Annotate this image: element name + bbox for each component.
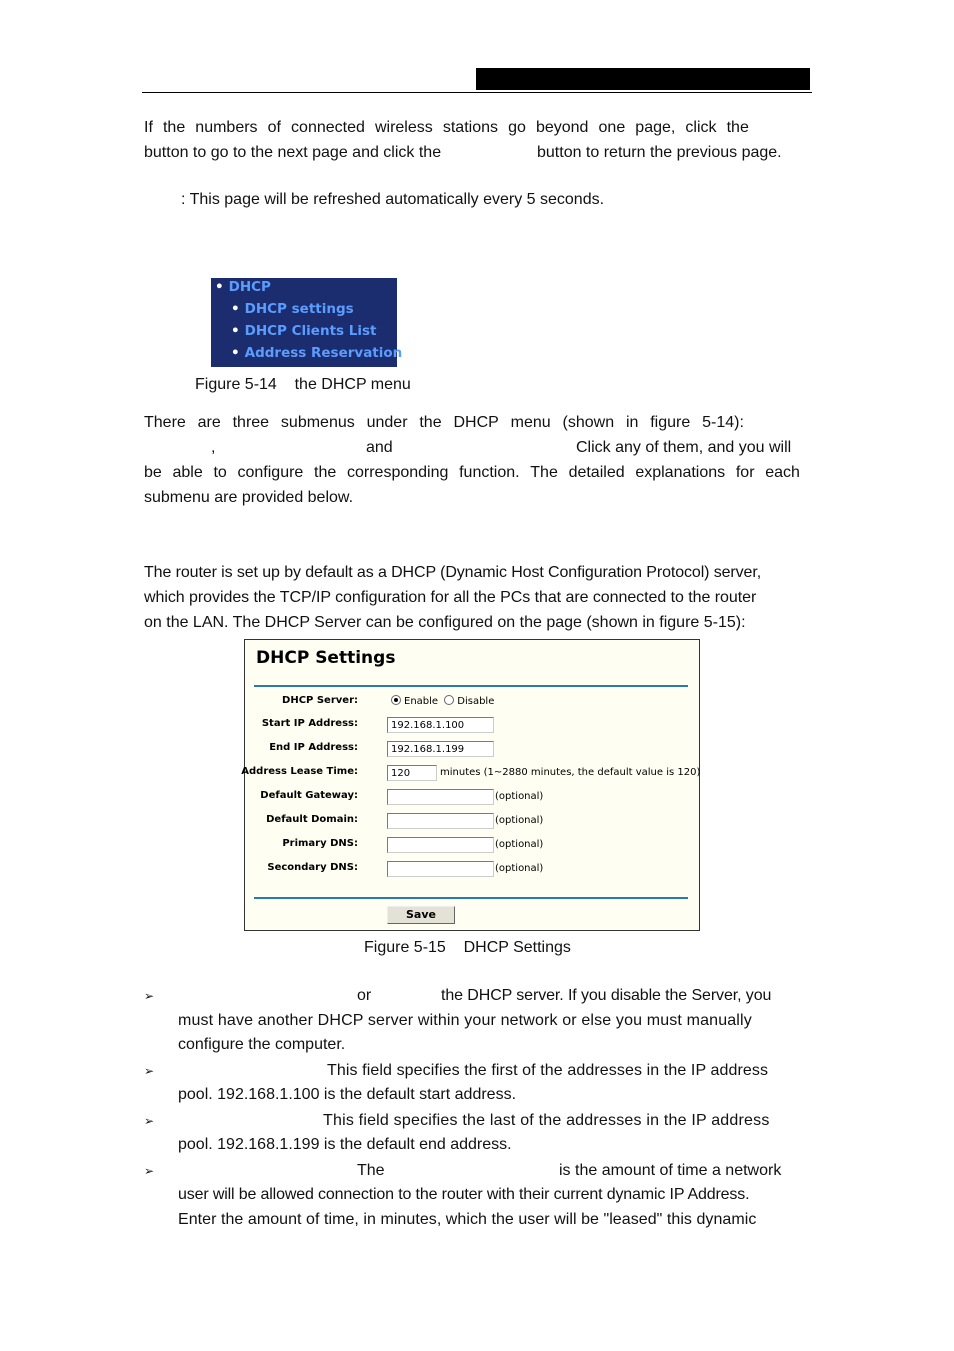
dhcp-menu-image	[211, 278, 403, 367]
word: DHCP	[453, 414, 499, 431]
bullet-2-tail: This field specifies the first of the addresses in the IP address	[327, 1062, 769, 1079]
word: corresponding	[346, 464, 449, 481]
word: under	[366, 414, 408, 431]
word: be	[144, 464, 162, 481]
word: menu	[510, 414, 551, 431]
word: click	[685, 119, 717, 136]
form-bottom-rule	[254, 897, 688, 899]
word: one	[598, 119, 626, 136]
word: detailed	[568, 464, 625, 481]
end-ip-label: End IP Address:	[269, 742, 358, 753]
menu-item-dhcp-clients-list[interactable]	[231, 323, 376, 339]
word: numbers	[195, 119, 258, 136]
word: submenus	[280, 414, 355, 431]
word: of	[267, 119, 281, 136]
word: the	[726, 119, 749, 136]
optional-note: (optional)	[495, 791, 544, 802]
header-bar	[476, 68, 810, 90]
bullet-icon: •	[231, 301, 240, 317]
dhcp-server-radio-group	[391, 695, 494, 707]
word: explanations	[635, 464, 726, 481]
word: function.	[459, 464, 520, 481]
word: three	[232, 414, 270, 431]
default-gateway-label: Default Gateway:	[260, 790, 358, 801]
word: If	[144, 119, 153, 136]
figure-15-caption: Figure 5-15 DHCP Settings	[364, 939, 571, 956]
bullet-3-tail: This field specifies the last of the addresses in the IP address	[323, 1112, 770, 1129]
word: configure	[237, 464, 304, 481]
default-domain-input[interactable]	[387, 813, 494, 829]
paragraph-1-line-2a: button to go to the next page and click the	[144, 144, 442, 161]
paragraph-1-line-2b: button to return the previous page.	[537, 144, 782, 161]
default-domain-label: Default Domain:	[266, 814, 358, 825]
word: (shown	[562, 414, 615, 431]
word: go	[508, 119, 526, 136]
end-ip-input[interactable]: 192.168.1.199	[387, 741, 494, 757]
menu-item-label: DHCP Clients List	[244, 323, 377, 339]
word: page,	[635, 119, 676, 136]
word: The	[530, 464, 558, 481]
bullet-icon: •	[231, 323, 240, 339]
paragraph-1-line-1	[144, 118, 749, 138]
form-top-rule	[254, 685, 688, 687]
start-ip-input[interactable]: 192.168.1.100	[387, 717, 494, 733]
word: in	[625, 414, 639, 431]
bullet-icon: •	[215, 279, 224, 295]
disable-label: Disable	[457, 696, 495, 707]
bullet-3-line-2: pool. 192.168.1.199 is the default end address.	[178, 1136, 512, 1153]
word: 5-14):	[702, 414, 744, 431]
paragraph-3-line-2: which provides the TCP/IP configuration for all the PCs that are connected to the router	[144, 589, 757, 606]
secondary-dns-label: Secondary DNS:	[267, 862, 358, 873]
enable-label: Enable	[404, 696, 439, 707]
lease-time-label: Address Lease Time:	[241, 766, 358, 777]
word: each	[765, 464, 800, 481]
bullet-arrow-icon: ➢	[144, 1164, 155, 1178]
disable-radio[interactable]	[444, 696, 494, 707]
word: stations	[442, 119, 498, 136]
bullet-arrow-icon: ➢	[144, 1114, 155, 1128]
start-ip-label: Start IP Address:	[261, 718, 358, 729]
bullet-4-line-2: user will be allowed connection to the router with their current dynamic IP Address.	[178, 1186, 750, 1203]
menu-item-label: DHCP settings	[244, 301, 354, 317]
word: the	[314, 464, 337, 481]
lease-time-note: minutes (1~2880 minutes, the default value is 120)	[440, 767, 701, 778]
word: to	[213, 464, 227, 481]
radio-unselected-icon	[444, 695, 454, 705]
save-button[interactable]: Save	[387, 906, 455, 924]
menu-item-label: Address Reservation	[244, 345, 403, 361]
bullet-1-or: or	[357, 987, 372, 1004]
note-text: : This page will be refreshed automatically every 5 seconds.	[181, 191, 605, 208]
word: the	[419, 414, 442, 431]
word: There	[144, 414, 186, 431]
menu-item-dhcp-settings[interactable]	[231, 301, 354, 317]
word: for	[735, 464, 755, 481]
bullet-1-line-2: must have another DHCP server within your network or else you must manually	[178, 1012, 752, 1029]
dhcp-server-label: DHCP Server:	[282, 695, 358, 706]
menu-item-address-reservation[interactable]	[231, 345, 402, 361]
word: the	[162, 119, 186, 136]
bullet-4-tail: is the amount of time a network	[559, 1162, 782, 1179]
paragraph-2-line-1	[144, 413, 744, 433]
bullet-1-tail: the DHCP server. If you disable the Server, you	[441, 987, 772, 1004]
bullet-arrow-icon: ➢	[144, 1064, 155, 1078]
paragraph-3-line-1: The router is set up by default as a DHCP (Dynamic Host Configuration Protocol) server,	[144, 564, 762, 581]
bullet-4-the: The	[357, 1162, 385, 1179]
menu-item-dhcp-label: DHCP	[228, 279, 271, 295]
word: figure	[650, 414, 691, 431]
lease-time-input[interactable]: 120	[387, 765, 437, 781]
word: connected	[291, 119, 365, 136]
optional-note: (optional)	[495, 839, 544, 850]
paragraph-3-line-3: on the LAN. The DHCP Server can be configured on the page (shown in figure 5-15):	[144, 614, 746, 631]
figure-14-caption: Figure 5-14 the DHCP menu	[195, 376, 411, 393]
enable-radio[interactable]	[391, 696, 438, 707]
form-title: DHCP Settings	[256, 648, 396, 668]
paragraph-2-and: and	[366, 439, 393, 456]
word: wireless	[374, 119, 433, 136]
optional-note: (optional)	[495, 815, 544, 826]
word: able	[172, 464, 203, 481]
word: beyond	[535, 119, 589, 136]
bullet-arrow-icon: ➢	[144, 989, 155, 1003]
primary-dns-label: Primary DNS:	[282, 838, 358, 849]
menu-item-dhcp[interactable]	[215, 279, 271, 295]
word: are	[197, 414, 221, 431]
dhcp-settings-panel	[241, 639, 701, 931]
paragraph-2-comma: ,	[211, 439, 216, 456]
primary-dns-input[interactable]	[387, 837, 494, 853]
bullet-2-line-2: pool. 192.168.1.100 is the default start address.	[178, 1086, 517, 1103]
header-rule	[142, 92, 812, 93]
optional-note: (optional)	[495, 863, 544, 874]
bullet-icon: •	[231, 345, 240, 361]
bullet-4-line-3: Enter the amount of time, in minutes, which the user will be "leased" this dynamic	[178, 1211, 757, 1228]
bullet-1-line-3: configure the computer.	[178, 1036, 346, 1053]
secondary-dns-input[interactable]	[387, 861, 494, 877]
radio-selected-icon	[391, 695, 401, 705]
default-gateway-input[interactable]	[387, 789, 494, 805]
paragraph-2-line-4: submenu are provided below.	[144, 489, 354, 506]
paragraph-2-line-2-tail: Click any of them, and you will	[576, 439, 792, 456]
paragraph-2-line-3	[144, 463, 800, 483]
